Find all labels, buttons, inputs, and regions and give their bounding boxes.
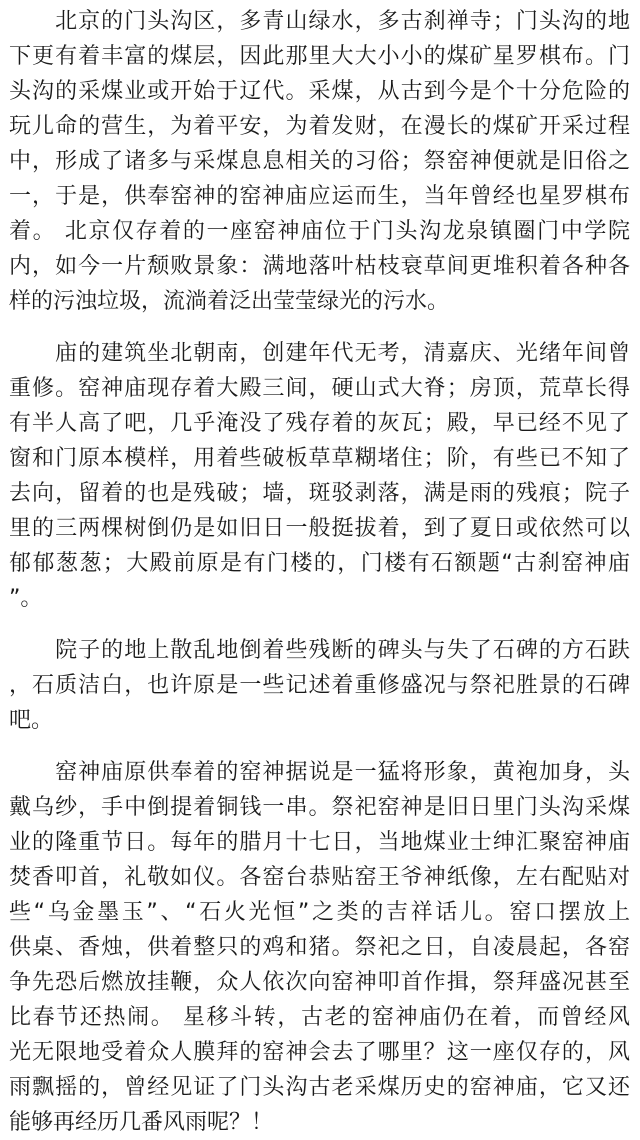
text-line: 北京的门头沟区，多青山绿水，多古刹禅寺；门头沟的地 bbox=[9, 9, 630, 34]
text-line: 重修。窑神庙现存着大殿三间，硬山式大脊；房顶，荒草长得 bbox=[9, 376, 630, 401]
text-line: 玩儿命的营生，为着平安，为着发财，在漫长的煤矿开采过程 bbox=[9, 114, 630, 139]
text-line: 中，形成了诸多与采煤息息相关的习俗；祭窑神便就是旧俗之 bbox=[9, 149, 630, 174]
text-line: 戴乌纱，手中倒提着铜钱一串。祭祀窑神是旧日里门头沟采煤 bbox=[9, 795, 630, 820]
text-line: 业的隆重节日。每年的腊月十七日，当地煤业士绅汇聚窑神庙 bbox=[9, 830, 630, 855]
text-line: 去向，留着的也是残破；墙，斑驳剥落，满是雨的残痕；院子 bbox=[9, 481, 630, 506]
text-line: 着。 北京仅存着的一座窑神庙位于门头沟龙泉镇圈门中学院 bbox=[9, 219, 630, 244]
paragraph-3 bbox=[9, 633, 630, 738]
text-line: 一，于是，供奉窑神的窑神庙应运而生，当年曾经也星罗棋布 bbox=[9, 184, 630, 209]
text-line: 院子的地上散乱地倒着些残断的碑头与失了石碑的方石趺 bbox=[9, 638, 630, 663]
text-line: 郁郁葱葱；大殿前原是有门楼的，门楼有石额题“古刹窑神庙 bbox=[9, 551, 630, 576]
text-line: ”。 bbox=[9, 586, 43, 611]
text-line: 窑神庙原供奉着的窑神据说是一猛将形象，黄袍加身，头 bbox=[9, 760, 630, 785]
text-line: 雨飘摇的，曾经见证了门头沟古老采煤历史的窑神庙，它又还 bbox=[9, 1075, 630, 1100]
text-line: 吧。 bbox=[9, 708, 54, 733]
text-line: 下更有着丰富的煤层，因此那里大大小小的煤矿星罗棋布。门 bbox=[9, 44, 630, 69]
text-line: 争先恐后燃放挂鞭，众人依次向窑神叩首作揖，祭拜盛况甚至 bbox=[9, 970, 630, 995]
text-line: 内，如今一片颓败景象：满地落叶枯枝衰草间更堆积着各种各 bbox=[9, 254, 630, 279]
text-line: 光无限地受着众人膜拜的窑神会去了哪里？这一座仅存的，风 bbox=[9, 1040, 630, 1065]
text-line: 庙的建筑坐北朝南，创建年代无考，清嘉庆、光绪年间曾 bbox=[9, 341, 630, 366]
paragraph-2 bbox=[9, 336, 630, 616]
text-line: 里的三两棵树倒仍是如旧日一般挺拔着，到了夏日或依然可以 bbox=[9, 516, 630, 541]
text-line: 些“乌金墨玉”、“石火光恒”之类的吉祥话儿。窑口摆放上 bbox=[9, 900, 630, 925]
paragraph-1 bbox=[9, 0, 630, 319]
text-line: 样的污浊垃圾，流淌着泛出莹莹绿光的污水。 bbox=[9, 289, 450, 314]
text-line: ，石质洁白，也许原是一些记述着重修盛况与祭祀胜景的石碑 bbox=[9, 673, 630, 698]
text-line: 有半人高了吧，几乎淹没了残存着的灰瓦；殿，早已经不见了 bbox=[9, 411, 630, 436]
text-line: 比春节还热闹。 星移斗转，古老的窑神庙仍在着，而曾经风 bbox=[9, 1005, 630, 1030]
text-line: 窗和门原本模样，用着些破板草草糊堵住；阶，有些已不知了 bbox=[9, 446, 630, 471]
text-line: 供桌、香烛，供着整只的鸡和猪。祭祀之日，自凌晨起，各窑 bbox=[9, 935, 630, 960]
text-line: 头沟的采煤业或开始于辽代。采煤，从古到今是个十分危险的 bbox=[9, 79, 630, 104]
text-line: 焚香叩首，礼敬如仪。各窑台恭贴窑王爷神纸像，左右配贴对 bbox=[9, 865, 630, 890]
text-line: 能够再经历几番风雨呢？！ bbox=[9, 1110, 274, 1135]
paragraph-4 bbox=[9, 755, 630, 1140]
